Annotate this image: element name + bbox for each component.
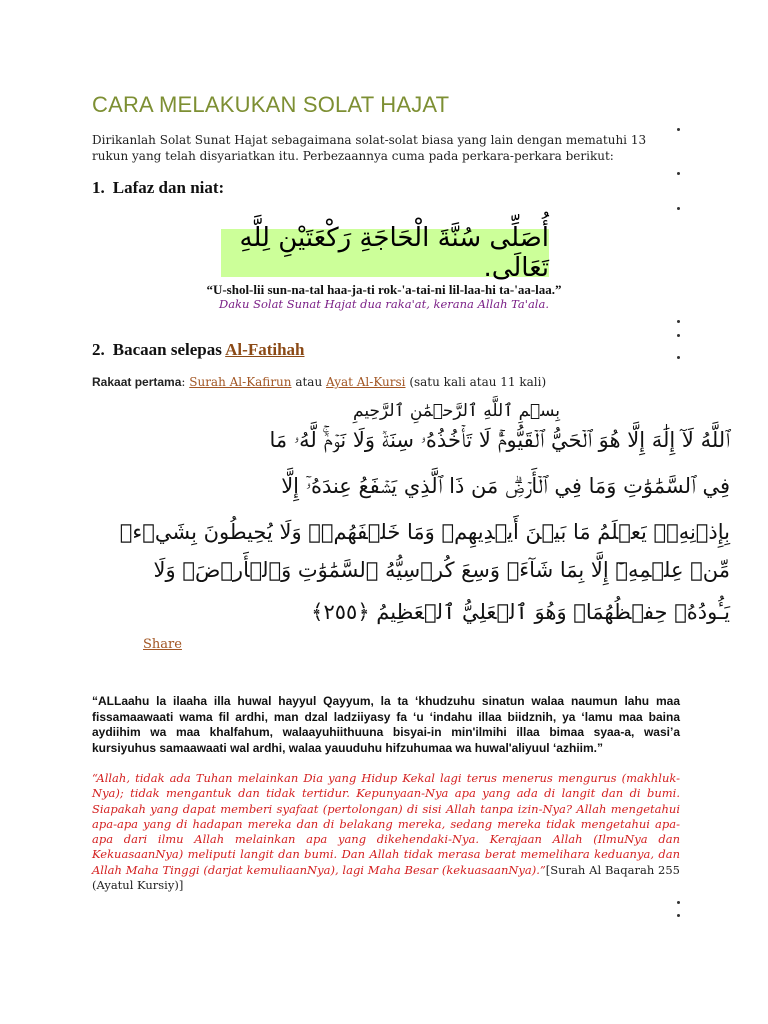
- margin-dot: [677, 901, 680, 904]
- surah-reference: [Surah Al Baqarah 255 (Ayatul Kursiy)]: [92, 862, 680, 893]
- rakaat-connector: atau: [291, 375, 327, 389]
- section-2-title: Bacaan selepas: [112, 340, 222, 359]
- ayat-kursi-translation-paragraph: [92, 771, 680, 893]
- niat-translation: Daku Solat Sunat Hajat dua raka'at, kerana Allah Ta'ala.: [218, 297, 549, 311]
- page-title: CARA MELAKUKAN SOLAT HAJAT: [92, 92, 450, 117]
- bismillah-line: بِسۡمِ ٱللَّهِ ٱلرَّحۡمَٰنِ ٱلرَّحِيمِ: [353, 401, 560, 421]
- niat-arabic-text: أُصَلِّى سُنَّةَ الْحَاجَةِ رَكْعَتَيْنِ لِلَّهِ تَعَالَى.: [221, 229, 549, 277]
- al-fatihah-link[interactable]: Al-Fatihah: [225, 340, 305, 359]
- ayat-al-kursi-link[interactable]: Ayat Al-Kursi: [326, 375, 406, 389]
- ayat-line: بِإِذۡنِهِۦۚ يَعۡلَمُ مَا بَيۡنَ أَيۡدِيهِمۡ وَمَا خَلۡفَهُمۡۖ وَلَا يُحِيطُونَ بِشَيۡءٖ: [119, 520, 730, 544]
- surah-al-kafirun-link[interactable]: Surah Al-Kafirun: [189, 375, 292, 389]
- rakaat-colon: :: [181, 375, 190, 389]
- ayat-al-kursi-arabic: [119, 400, 730, 636]
- rakaat-pertama-line: [92, 375, 546, 389]
- niat-transliteration: “U-shol-lii sun-na-tal haa-ja-ti rok-'a-tai-ni lil-laa-hi ta-'aa-laa.”: [206, 282, 562, 297]
- rakaat-suffix: (satu kali atau 11 kali): [405, 375, 547, 389]
- ayat-line: فِي ٱلسَّمَٰوَٰتِ وَمَا فِي ٱلۡأَرۡضِۗ مَن ذَا ٱلَّذِي يَشۡفَعُ عِندَهُۥٓ إِلَّا: [281, 474, 730, 498]
- ayat-line: ٱللَّهُ لَآ إِلَٰهَ إِلَّا هُوَ ٱلۡحَيُّ ٱلۡقَيُّومُۚ لَا تَأۡخُذُهُۥ سِنَةٞ وَلَا نَوۡمٞۚ لَّهُۥ مَا: [269, 428, 730, 452]
- section-1-title: Lafaz dan niat:: [112, 178, 225, 197]
- margin-dot: [677, 320, 680, 323]
- margin-dot: [677, 914, 680, 917]
- share-link[interactable]: Share: [143, 637, 182, 652]
- ayat-kursi-transliteration: “ALLaahu la ilaaha illa huwal hayyul Qayyum, la ta ‘khudzuhu sinatun walaa naumun lahu maa fissamaawaati wama fil ardhi, man dzal ladziiyasy fa ‘u ‘indahu illaa biidznih, ya ‘lamu maa baina aydiihim wa maa khalfahum, walaayuhiithuuna bisyai-in min'ilmihi illaa bimaa syaa-a, wasi’a kursiyuhus samaawaati wal ardhi, walaa yauuduhu hifzuhumaa wa huwal'aliyuul ‘azhiim.”: [92, 694, 680, 756]
- ayat-line: مِّنۡ عِلۡمِهِۦٓ إِلَّا بِمَا شَآءَۚ وَسِعَ كُرۡسِيُّهُ ٱلسَّمَٰوَٰتِ وَٱلۡأَرۡضَۖ وَلَا: [153, 558, 730, 582]
- section-2-heading: [92, 340, 305, 360]
- ayat-kursi-translation: “Allah, tidak ada Tuhan melainkan Dia yang Hidup Kekal lagi terus menerus mengurus (makhluk-Nya); tidak mengantuk dan tidak tertidur. Kepunyaan-Nya apa yang ada di langit dan di bumi. Siapakah yang dapat memberi syafaat (pertolongan) di sisi Allah tanpa izin-Nya? Allah mengetahui apa-apa yang di hadapan mereka dan di belakang mereka, sedang mereka tidak mengetahui apa-apa dari ilmu Allah melainkan apa yang dikehendaki-Nya. Kerajaan Allah (IlmuNya dan KekuasaanNya) meliputi langit dan bumi. Dan Allah tidak merasa berat memelihara keduanya, dan Allah Maha Tinggi (darjat kemuliaanNya), lagi Maha Besar (kekuasaanNya).”: [92, 771, 680, 877]
- margin-dot: [677, 334, 680, 337]
- margin-dot: [677, 207, 680, 210]
- margin-dot: [677, 128, 680, 131]
- intro-paragraph: Dirikanlah Solat Sunat Hajat sebagaimana solat-solat biasa yang lain dengan mematuhi 13 rukun yang telah disyariatkan itu. Perbezaannya cuma pada perkara-perkara berikut:: [92, 133, 647, 163]
- margin-dot: [677, 172, 680, 175]
- section-2-number: 2.: [92, 340, 105, 359]
- section-1-heading: [92, 178, 224, 198]
- rakaat-label: Rakaat pertama: [92, 375, 182, 389]
- section-1-number: 1.: [92, 178, 105, 197]
- ayat-line: يَـُٔودُهُۥ حِفۡظُهُمَاۚ وَهُوَ ٱلۡعَلِيُّ ٱلۡعَظِيمُ ﴿٢٥٥﴾: [311, 600, 730, 624]
- margin-dot: [677, 356, 680, 359]
